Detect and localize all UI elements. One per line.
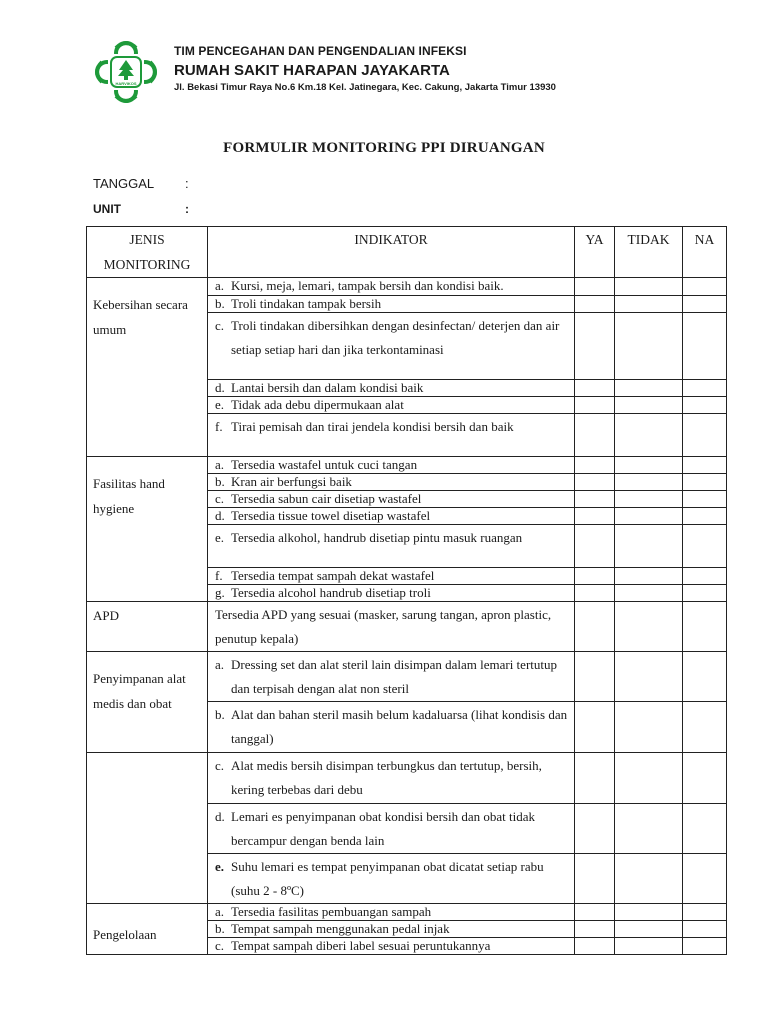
check-na[interactable] bbox=[683, 313, 727, 380]
check-na[interactable] bbox=[683, 397, 727, 414]
unit-field bbox=[93, 202, 189, 216]
check-tidak[interactable] bbox=[615, 474, 683, 491]
check-na[interactable] bbox=[683, 602, 727, 652]
tanggal-label: TANGGAL bbox=[93, 176, 155, 191]
indicator-cell bbox=[208, 921, 575, 938]
check-ya[interactable] bbox=[575, 921, 615, 938]
indicator-letter: b. bbox=[215, 296, 225, 311]
check-ya[interactable] bbox=[575, 491, 615, 508]
indicator-letter: b. bbox=[215, 474, 225, 489]
indicator-letter: a. bbox=[215, 457, 225, 472]
category-pengelolaan: Pengelolaan bbox=[87, 904, 208, 955]
indicator-cell bbox=[208, 525, 575, 568]
check-ya[interactable] bbox=[575, 753, 615, 804]
indicator-cell bbox=[208, 508, 575, 525]
table-header-row bbox=[87, 227, 727, 278]
org-line-1: TIM PENCEGAHAN DAN PENGENDALIAN INFEKSI bbox=[174, 44, 467, 58]
indicator-text: Tersedia wastafel untuk cuci tangan bbox=[231, 457, 418, 472]
indicator-text: Suhu lemari es tempat penyimpanan obat dicatat setiap rabu (suhu 2 - 8ºC) bbox=[231, 859, 544, 898]
unit-label: UNIT bbox=[93, 202, 121, 216]
indicator-text: Tersedia tissue towel disetiap wastafel bbox=[231, 508, 431, 523]
logo-text: HARVIKOS bbox=[115, 81, 137, 86]
header-indikator: INDIKATOR bbox=[208, 227, 575, 278]
indicator-text: Tirai pemisah dan tirai jendela kondisi bersih dan baik bbox=[231, 419, 514, 434]
indicator-text: Tersedia tempat sampah dekat wastafel bbox=[231, 568, 435, 583]
indicator-cell bbox=[208, 938, 575, 955]
indicator-text: Lantai bersih dan dalam kondisi baik bbox=[231, 380, 424, 395]
indicator-text: Tempat sampah menggunakan pedal injak bbox=[231, 921, 450, 936]
indicator-text: Tersedia alkohol, handrub disetiap pintu masuk ruangan bbox=[231, 530, 523, 545]
check-tidak[interactable] bbox=[615, 921, 683, 938]
indicator-cell bbox=[208, 568, 575, 585]
check-tidak[interactable] bbox=[615, 525, 683, 568]
table-row bbox=[87, 753, 727, 804]
check-tidak[interactable] bbox=[615, 585, 683, 602]
check-na[interactable] bbox=[683, 921, 727, 938]
check-ya[interactable] bbox=[575, 296, 615, 313]
indicator-letter: c. bbox=[215, 318, 225, 333]
check-ya[interactable] bbox=[575, 414, 615, 457]
check-na[interactable] bbox=[683, 568, 727, 585]
check-na[interactable] bbox=[683, 702, 727, 753]
indicator-cell bbox=[208, 702, 575, 753]
hospital-logo-icon bbox=[94, 40, 158, 104]
indicator-letter: c. bbox=[215, 758, 225, 773]
indicator-letter: a. bbox=[215, 278, 225, 293]
check-tidak[interactable] bbox=[615, 602, 683, 652]
table-row bbox=[87, 904, 727, 921]
indicator-letter: d. bbox=[215, 809, 225, 824]
check-tidak[interactable] bbox=[615, 414, 683, 457]
indicator-text: Tersedia APD yang sesuai (masker, sarung tangan, apron plastic, penutup kepala) bbox=[215, 607, 552, 646]
hospital-address: Jl. Bekasi Timur Raya No.6 Km.18 Kel. Jatinegara, Kec. Cakung, Jakarta Timur 13930 bbox=[174, 82, 556, 93]
indicator-letter: c. bbox=[215, 938, 225, 953]
check-na[interactable] bbox=[683, 474, 727, 491]
check-tidak[interactable] bbox=[615, 702, 683, 753]
indicator-text: Troli tindakan tampak bersih bbox=[231, 296, 382, 311]
table-row bbox=[87, 278, 727, 296]
indicator-text: Alat dan bahan steril masih belum kadaluarsa (lihat kondisis dan tanggal) bbox=[231, 707, 568, 746]
check-na[interactable] bbox=[683, 854, 727, 904]
table-row bbox=[87, 457, 727, 474]
check-na[interactable] bbox=[683, 525, 727, 568]
check-na[interactable] bbox=[683, 585, 727, 602]
check-ya[interactable] bbox=[575, 397, 615, 414]
check-ya[interactable] bbox=[575, 854, 615, 904]
check-tidak[interactable] bbox=[615, 652, 683, 702]
check-na[interactable] bbox=[683, 804, 727, 854]
indicator-letter: e. bbox=[215, 859, 225, 874]
category-penyimpanan: Penyimpanan alat medis dan obat bbox=[87, 652, 208, 753]
letterhead bbox=[94, 38, 714, 108]
indicator-text: Kran air berfungsi baik bbox=[231, 474, 352, 489]
indicator-letter: d. bbox=[215, 508, 225, 523]
indicator-cell bbox=[208, 904, 575, 921]
check-tidak[interactable] bbox=[615, 804, 683, 854]
check-na[interactable] bbox=[683, 652, 727, 702]
check-tidak[interactable] bbox=[615, 938, 683, 955]
indicator-cell bbox=[208, 414, 575, 457]
indicator-letter: g. bbox=[215, 585, 225, 600]
indicator-letter: a. bbox=[215, 657, 225, 672]
check-na[interactable] bbox=[683, 296, 727, 313]
category-penyimpanan-continued bbox=[87, 753, 208, 904]
check-tidak[interactable] bbox=[615, 753, 683, 804]
check-tidak[interactable] bbox=[615, 904, 683, 921]
indicator-text: Tidak ada debu dipermukaan alat bbox=[231, 397, 404, 412]
check-na[interactable] bbox=[683, 380, 727, 397]
unit-colon: : bbox=[185, 202, 189, 216]
indicator-cell bbox=[208, 854, 575, 904]
hospital-name: RUMAH SAKIT HARAPAN JAYAKARTA bbox=[174, 62, 450, 79]
indicator-cell bbox=[208, 602, 575, 652]
check-na[interactable] bbox=[683, 414, 727, 457]
table-row bbox=[87, 602, 727, 652]
check-ya[interactable] bbox=[575, 938, 615, 955]
indicator-letter: b. bbox=[215, 707, 225, 722]
indicator-letter: e. bbox=[215, 397, 225, 412]
check-tidak[interactable] bbox=[615, 397, 683, 414]
indicator-text: Lemari es penyimpanan obat kondisi bersih dan obat tidak bercampur dengan benda lain bbox=[231, 809, 535, 848]
indicator-text: Tempat sampah diberi label sesuai peruntukannya bbox=[231, 938, 491, 953]
tanggal-field bbox=[93, 176, 189, 191]
check-tidak[interactable] bbox=[615, 380, 683, 397]
check-na[interactable] bbox=[683, 457, 727, 474]
check-ya[interactable] bbox=[575, 278, 615, 296]
indicator-text: Dressing set dan alat steril lain disimpan dalam lemari tertutup dan terpisah dengan alat non steril bbox=[231, 657, 557, 696]
check-na[interactable] bbox=[683, 938, 727, 955]
check-na[interactable] bbox=[683, 508, 727, 525]
check-ya[interactable] bbox=[575, 702, 615, 753]
header-ya: YA bbox=[575, 227, 615, 278]
indicator-cell bbox=[208, 313, 575, 380]
check-ya[interactable] bbox=[575, 508, 615, 525]
check-ya[interactable] bbox=[575, 602, 615, 652]
indicator-cell bbox=[208, 753, 575, 804]
indicator-letter: d. bbox=[215, 380, 225, 395]
indicator-cell bbox=[208, 296, 575, 313]
check-tidak[interactable] bbox=[615, 296, 683, 313]
check-ya[interactable] bbox=[575, 474, 615, 491]
indicator-letter: a. bbox=[215, 904, 225, 919]
tanggal-colon: : bbox=[185, 176, 189, 191]
monitoring-table bbox=[86, 226, 727, 955]
check-tidak[interactable] bbox=[615, 854, 683, 904]
check-tidak[interactable] bbox=[615, 568, 683, 585]
indicator-cell bbox=[208, 457, 575, 474]
indicator-text: Tersedia fasilitas pembuangan sampah bbox=[231, 904, 432, 919]
indicator-cell bbox=[208, 491, 575, 508]
form-title: FORMULIR MONITORING PPI DIRUANGAN bbox=[223, 140, 545, 156]
check-ya[interactable] bbox=[575, 313, 615, 380]
indicator-cell bbox=[208, 278, 575, 296]
indicator-cell bbox=[208, 474, 575, 491]
check-tidak[interactable] bbox=[615, 278, 683, 296]
check-na[interactable] bbox=[683, 904, 727, 921]
check-ya[interactable] bbox=[575, 380, 615, 397]
check-ya[interactable] bbox=[575, 525, 615, 568]
indicator-letter: c. bbox=[215, 491, 225, 506]
check-ya[interactable] bbox=[575, 457, 615, 474]
indicator-cell bbox=[208, 585, 575, 602]
indicator-text: Troli tindakan dibersihkan dengan desinfectan/ deterjen dan air setiap setiap hari dan jika terkontaminasi bbox=[231, 318, 560, 357]
category-kebersihan: Kebersihan secara umum bbox=[87, 278, 208, 457]
table-row bbox=[87, 652, 727, 702]
check-na[interactable] bbox=[683, 278, 727, 296]
check-ya[interactable] bbox=[575, 585, 615, 602]
indicator-letter: f. bbox=[215, 419, 223, 434]
indicator-letter: e. bbox=[215, 530, 225, 545]
check-tidak[interactable] bbox=[615, 313, 683, 380]
indicator-text: Tersedia alcohol handrub disetiap troli bbox=[231, 585, 431, 600]
header-na: NA bbox=[683, 227, 727, 278]
check-tidak[interactable] bbox=[615, 491, 683, 508]
indicator-text: Kursi, meja, lemari, tampak bersih dan kondisi baik. bbox=[231, 278, 504, 293]
check-ya[interactable] bbox=[575, 652, 615, 702]
header-jenis-monitoring: JENIS MONITORING bbox=[87, 227, 208, 278]
check-na[interactable] bbox=[683, 491, 727, 508]
indicator-cell bbox=[208, 397, 575, 414]
header-tidak: TIDAK bbox=[615, 227, 683, 278]
indicator-cell bbox=[208, 804, 575, 854]
indicator-text: Tersedia sabun cair disetiap wastafel bbox=[231, 491, 422, 506]
check-ya[interactable] bbox=[575, 804, 615, 854]
check-tidak[interactable] bbox=[615, 457, 683, 474]
category-apd: APD bbox=[87, 602, 208, 652]
indicator-cell bbox=[208, 652, 575, 702]
indicator-text: Alat medis bersih disimpan terbungkus dan tertutup, bersih, kering terbebas dari debu bbox=[231, 758, 542, 797]
category-hand-hygiene: Fasilitas hand hygiene bbox=[87, 457, 208, 602]
check-na[interactable] bbox=[683, 753, 727, 804]
indicator-cell bbox=[208, 380, 575, 397]
indicator-letter: f. bbox=[215, 568, 223, 583]
indicator-letter: b. bbox=[215, 921, 225, 936]
check-tidak[interactable] bbox=[615, 508, 683, 525]
check-ya[interactable] bbox=[575, 568, 615, 585]
check-ya[interactable] bbox=[575, 904, 615, 921]
